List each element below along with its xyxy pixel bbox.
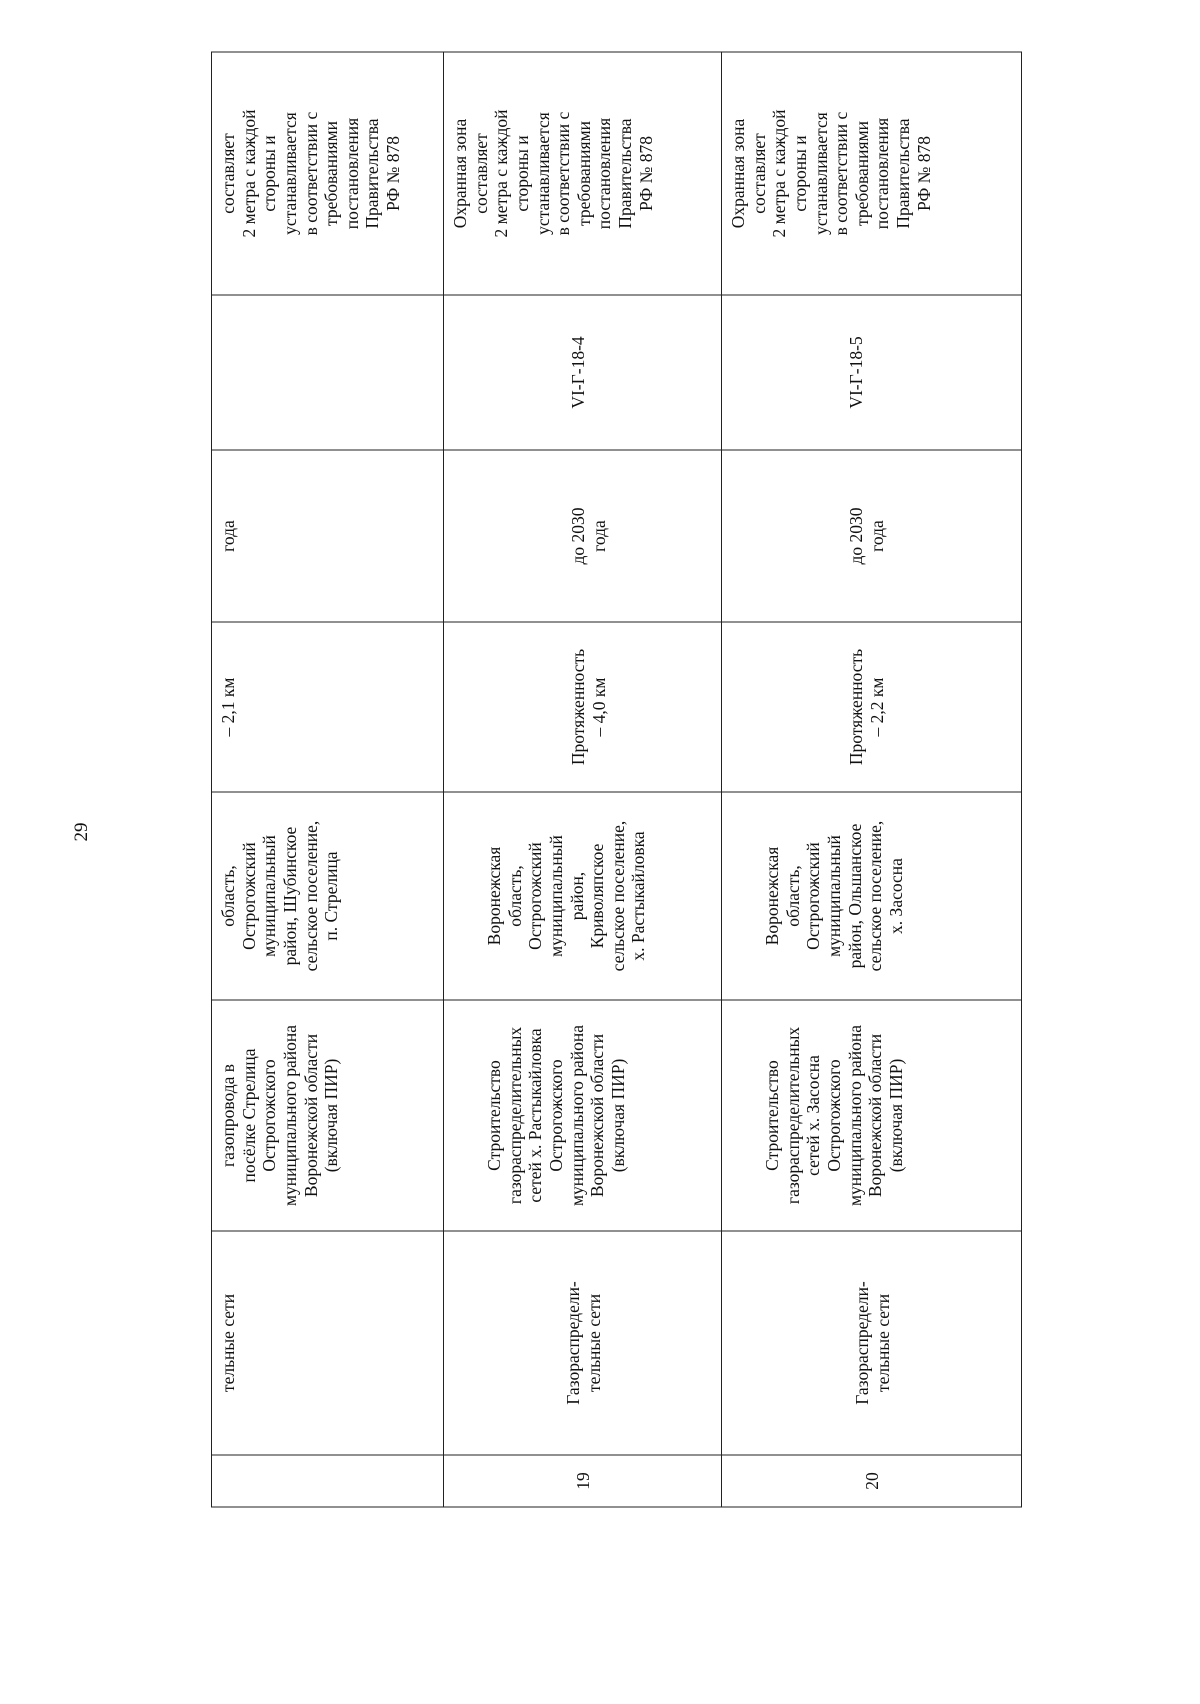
deadline: года [218, 519, 238, 552]
protection-zone-cell [212, 52, 444, 295]
row-number-cell [722, 1455, 1022, 1507]
deadline: до 2030 года [568, 506, 609, 565]
object-type-cell [722, 1231, 1022, 1455]
code-cell [212, 295, 444, 450]
row-number: 20 [862, 1471, 883, 1490]
table-row [444, 52, 722, 1507]
location: Воронежская область, Острогожский муниципальный район, Ольшанское сельское поселение, х. Засосна [762, 820, 906, 971]
length-cell [212, 622, 444, 792]
protection-zone: составляет 2 метра с каждой стороны и устанавливается в соответствии с требованиями постановления Правительства РФ № 878 [218, 109, 404, 237]
deadline-cell [212, 450, 444, 622]
location-cell [722, 792, 1022, 1000]
deadline-cell [722, 450, 1022, 622]
row-number-cell [212, 1455, 444, 1507]
code-cell [444, 295, 722, 450]
length-cell [722, 622, 1022, 792]
protection-zone: Охранная зона составляет 2 метра с каждой стороны и устанавливается в соответствии с требованиями постановления Правительства РФ № 878 [450, 109, 656, 237]
deadline: до 2030 года [846, 506, 887, 565]
table-row [212, 52, 444, 1507]
page-number: 29 [71, 822, 92, 842]
length: Протяженность – 2,2 км [846, 648, 887, 765]
object-name: Строительство газораспределительных сетей х. Засосна Острогожского муниципального района Воронежской области (включая ПИР) [762, 1024, 906, 1206]
location-cell [444, 792, 722, 1000]
code: VI-Г-18-4 [568, 335, 588, 409]
object-type: Газораспредели- тельные сети [562, 1280, 604, 1405]
deadline-cell [444, 450, 722, 622]
row-number-cell [444, 1455, 722, 1507]
object-name: газопровода в посёлке Стрелица Острогожского муниципального района Воронежской области (включая ПИР) [218, 1024, 342, 1206]
location-cell [212, 792, 444, 1000]
code: VI-Г-18-5 [846, 335, 866, 409]
projects-table [211, 51, 1022, 1507]
length-cell [444, 622, 722, 792]
location: область, Острогожский муниципальный район, Шубинское сельское поселение, п. Стрелица [218, 820, 342, 971]
object-name-cell [212, 1000, 444, 1231]
object-type-cell [444, 1231, 722, 1455]
length: Протяженность – 4,0 км [568, 648, 609, 765]
length: – 2,1 км [218, 677, 238, 736]
protection-zone-cell [722, 52, 1022, 295]
location: Воронежская область, Острогожский муниципальный район, Криволяпское сельское поселение, х. Растыкайловка [484, 820, 649, 971]
table-row [722, 52, 1022, 1507]
object-name-cell [722, 1000, 1022, 1231]
object-name: Строительство газораспределительных сетей х. Растыкайловка Острогожского муниципального района Воронежской области (включая ПИР) [484, 1024, 628, 1206]
rotated-table-container [211, 52, 1021, 1507]
row-number: 19 [573, 1471, 594, 1490]
protection-zone-cell [444, 52, 722, 295]
object-type: тельные сети [218, 1293, 238, 1392]
protection-zone: Охранная зона составляет 2 метра с каждой стороны и устанавливается в соответствии с требованиями постановления Правительства РФ № 878 [728, 109, 934, 237]
object-type: Газораспредели- тельные сети [851, 1280, 893, 1405]
code-cell [722, 295, 1022, 450]
object-type-cell [212, 1231, 444, 1455]
object-name-cell [444, 1000, 722, 1231]
